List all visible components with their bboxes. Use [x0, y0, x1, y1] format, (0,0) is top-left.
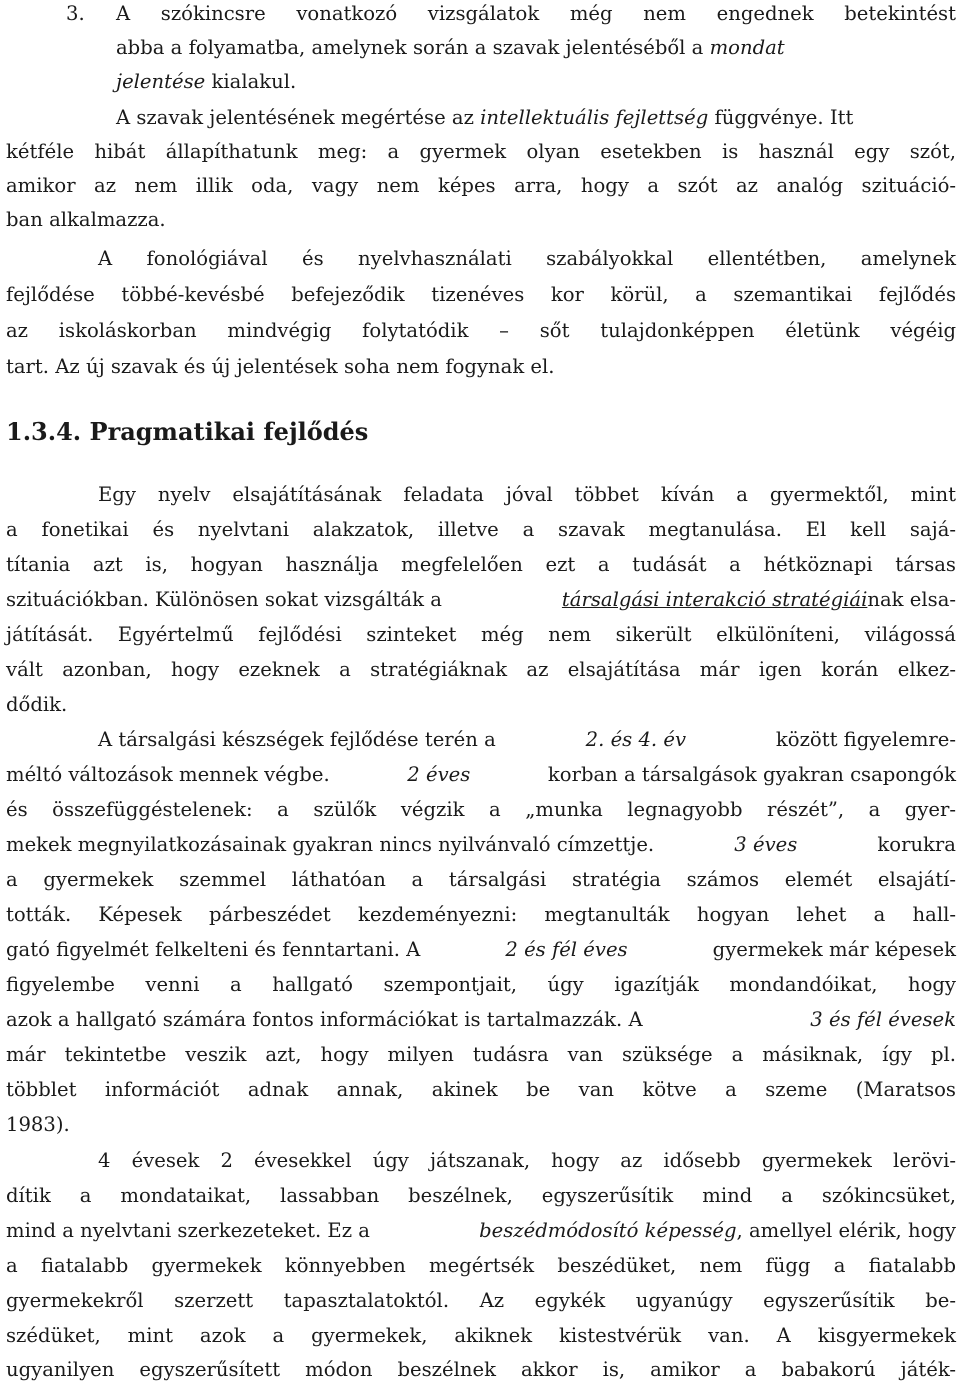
para-conversation-line-11 [6, 1073, 956, 1107]
text-line: ban alkalmazza. [6, 208, 166, 231]
para-conversation-line-2 [6, 758, 956, 792]
text-line: dődik. [6, 693, 68, 716]
para-intellect-line-3 [6, 169, 956, 203]
para-phonology-line-2 [6, 278, 956, 312]
text-line: a gyermekek szemmel láthatóan a társalgási stratégia számos elemét elsajátí- [6, 868, 956, 891]
para-phonology-line-4 [6, 350, 956, 384]
section-title: Pragmatikai fejlődés [89, 417, 369, 446]
emphasis-text: intellektuális fejlettség [480, 106, 709, 129]
text-line: kialakul. [211, 70, 297, 93]
para-pragmatic-line-3 [6, 548, 956, 582]
text-line: A szókincsre vonatkozó vizsgálatok még nem engednek betekintést [116, 2, 956, 25]
text-line: 4 évesek 2 évesekkel úgy játszanak, hogy az idősebb gyermekek lerövi- [98, 1149, 956, 1172]
para-conversation-line-7 [6, 933, 956, 967]
para-conversation-line-6 [6, 898, 956, 932]
para-four-line-6 [6, 1319, 956, 1353]
para-pragmatic-line-1 [98, 478, 956, 512]
para-intellect-line-2 [6, 135, 956, 169]
text-line: vált azonban, hogy ezeknek a stratégiáknak az elsajátítása már igen korán elkez- [6, 658, 956, 681]
para-conversation-line-9 [6, 1003, 956, 1037]
emphasis-text: 2 éves [407, 763, 471, 786]
para-four-line-5 [6, 1284, 956, 1318]
text-line: gató figyelmét felkelteni és fenntartani. A [6, 938, 421, 961]
para-pragmatic-line-7 [6, 688, 956, 722]
para-pragmatic-line-2 [6, 513, 956, 547]
text-line: A fonológiával és nyelvhasználati szabályokkal ellentétben, amelynek [98, 247, 956, 270]
para-conversation-line-1 [98, 723, 956, 757]
para-conversation-line-10 [6, 1038, 956, 1072]
para-conversation-line-4 [6, 828, 956, 862]
text-line: között figyelemre- [775, 728, 956, 751]
section-heading [6, 412, 368, 452]
text-line: szédüket, mint azok a gyermekek, akiknek kistestvérük van. A kisgyermekek [6, 1324, 956, 1347]
text-line: korban a társalgások gyakran csapongók [547, 763, 956, 786]
emphasis-text: jelentése [116, 70, 206, 93]
text-line: a fonetikai és nyelvtani alakzatok, illetve a szavak megtanulása. El kell sajá- [6, 518, 956, 541]
text-line: tották. Képesek párbeszédet kezdeményezni: megtanulták hogyan lehet a hall- [6, 903, 956, 926]
para-four-line-3 [6, 1214, 956, 1248]
list-item-line-3 [116, 65, 956, 99]
text-line: kétféle hibát állapíthatunk meg: a gyermek olyan esetekben is használ egy szót, [6, 140, 956, 163]
text-line: fejlődése többé-kevésbé befejeződik tizenéves kor körül, a szemantikai fejlődés [6, 283, 956, 306]
text-line: már tekintetbe veszik azt, hogy milyen tudásra van szüksége a másiknak, így pl. [6, 1043, 956, 1066]
para-pragmatic-line-6 [6, 653, 956, 687]
emphasis-text: társalgási interakció stratégiái [561, 588, 868, 611]
para-conversation-line-3 [6, 793, 956, 827]
text-line: méltó változások mennek végbe. [6, 763, 330, 786]
text-line: szituációkban. Különösen sokat vizsgálták a [6, 588, 442, 611]
text-line: játítását. Egyértelmű fejlődési szinteket még nem sikerült elkülöníteni, világossá [6, 623, 956, 646]
para-intellect-line-4 [6, 203, 956, 237]
text-line: títania azt is, hogyan használja megfelelően ezt a tudását a hétköznapi társas [6, 553, 956, 576]
para-four-line-2 [6, 1179, 956, 1213]
emphasis-text: 3 és fél évesek [810, 1008, 956, 1031]
text-line: , amellyel elérik, hogy [736, 1219, 956, 1242]
text-line: Egy nyelv elsajátításának feladata jóval többet kíván a gyermektől, mint [98, 483, 956, 506]
para-conversation-line-5 [6, 863, 956, 897]
list-item-line-2 [116, 31, 956, 65]
list-number: 3. [66, 2, 85, 25]
text-line: 1983). [6, 1113, 70, 1136]
emphasis-text: 2. és 4. év [585, 728, 687, 751]
text-line: a fiatalabb gyermekek könnyebben megértsék beszédüket, nem függ a fiatalabb [6, 1254, 956, 1277]
text-line: nak elsa- [867, 588, 956, 611]
para-pragmatic-line-4 [6, 583, 956, 617]
text-line: tart. Az új szavak és új jelentések soha nem fogynak el. [6, 355, 555, 378]
text-line: többlet információt adnak annak, akinek be van kötve a szeme (Maratsos [6, 1078, 956, 1101]
section-number: 1.3.4. [6, 417, 82, 446]
para-phonology-line-1 [98, 242, 956, 276]
text-line: függvénye. Itt [714, 106, 854, 129]
text-line: A szavak jelentésének megértése az [116, 106, 474, 129]
para-conversation-line-8 [6, 968, 956, 1002]
text-line: ugyanilyen egyszerűsített módon beszélnek akkor is, amikor a babakorú játék- [6, 1358, 956, 1381]
para-pragmatic-line-5 [6, 618, 956, 652]
text-line: amikor az nem illik oda, vagy nem képes arra, hogy a szót az analóg szituáció- [6, 174, 956, 197]
text-line: figyelembe venni a hallgató szempontjait, úgy igazítják mondandóikat, hogy [6, 973, 956, 996]
para-four-line-7 [6, 1353, 956, 1387]
para-four-line-4 [6, 1249, 956, 1283]
text-line: korukra [877, 833, 956, 856]
emphasis-text: mondat [709, 36, 785, 59]
para-phonology-line-3 [6, 314, 956, 348]
text-line: mekek megnyilatkozásainak gyakran nincs nyilvánvaló címzettje. [6, 833, 655, 856]
emphasis-text: 3 éves [734, 833, 798, 856]
emphasis-text: beszédmódosító képesség [479, 1219, 737, 1242]
text-line: dítik a mondataikat, lassabban beszélnek, egyszerűsítik mind a szókincsüket, [6, 1184, 956, 1207]
emphasis-text: 2 és fél éves [505, 938, 628, 961]
text-line: és összefüggéstelenek: a szülők végzik a „munka legnagyobb részét”, a gyer- [6, 798, 956, 821]
text-line: abba a folyamatba, amelynek során a szavak jelentéséből a [116, 36, 704, 59]
text-line: gyermekekről szerzett tapasztalatoktól. Az egykék ugyanúgy egyszerűsítik be- [6, 1289, 956, 1312]
para-intellect-line-1 [116, 101, 956, 135]
para-conversation-line-12 [6, 1108, 956, 1142]
text-line: mind a nyelvtani szerkezeteket. Ez a [6, 1219, 370, 1242]
text-line: azok a hallgató számára fontos információkat is tartalmazzák. A [6, 1008, 643, 1031]
para-four-line-1 [98, 1144, 956, 1178]
text-line: A társalgási készségek fejlődése terén a [98, 728, 496, 751]
text-line: az iskoláskorban mindvégig folytatódik – sőt tulajdonképpen életünk végéig [6, 319, 956, 342]
text-line: gyermekek már képesek [712, 938, 956, 961]
